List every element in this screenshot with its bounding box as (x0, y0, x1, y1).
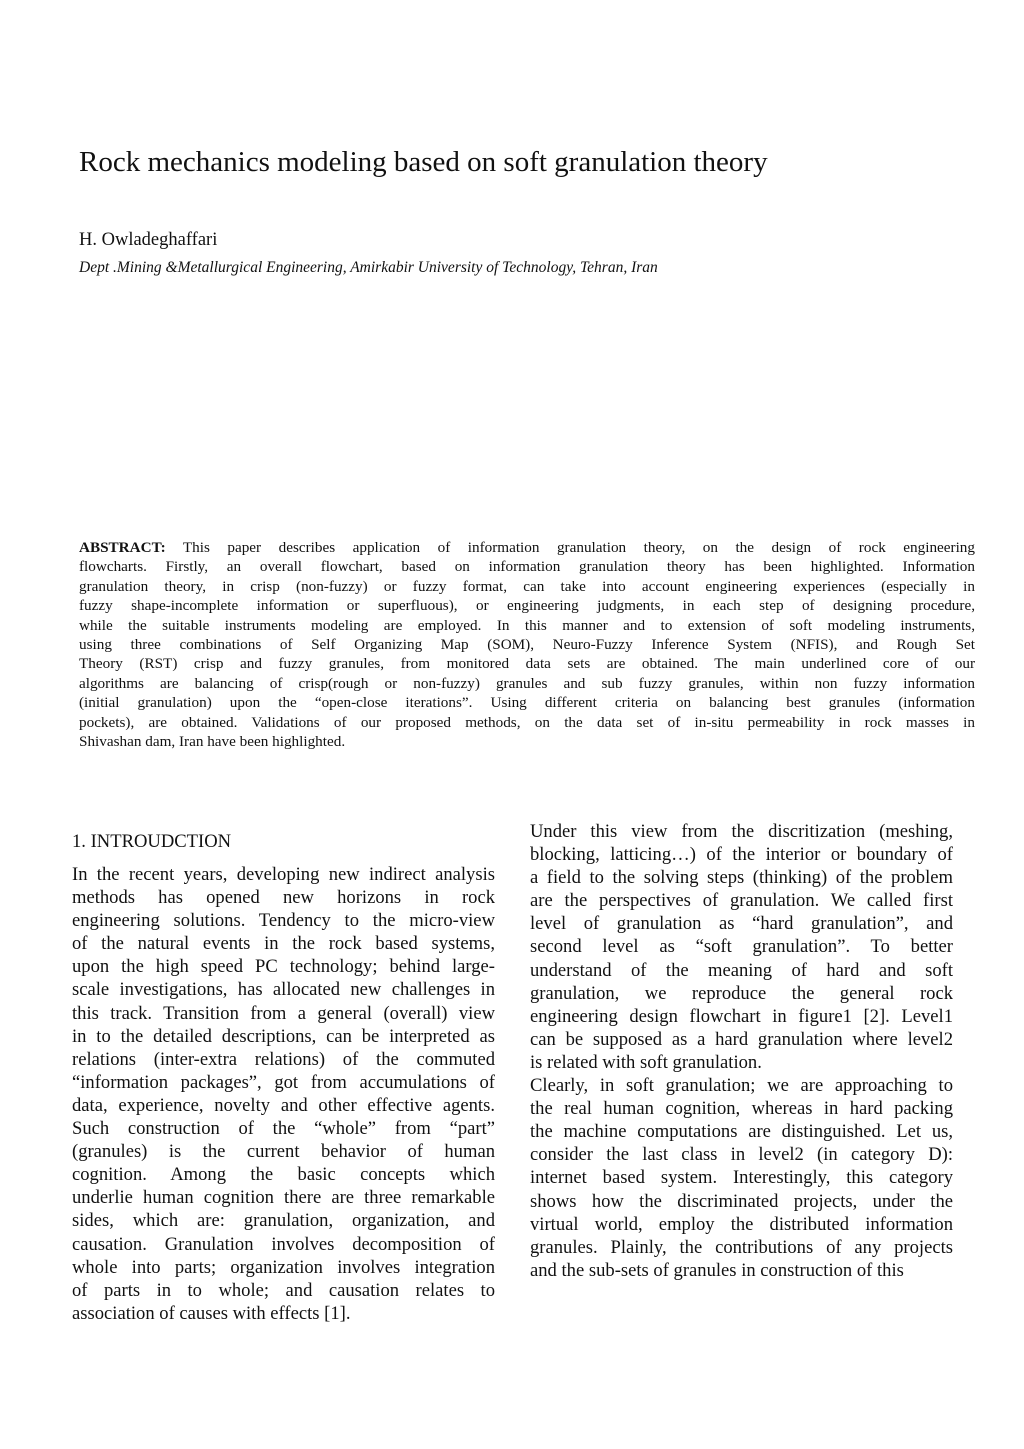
abstract-line-text: This paper describes application of information granulation theory, on the design of rock engineering (165, 539, 975, 556)
text-line: Clearly, in soft granulation; we are approaching to (530, 1075, 953, 1097)
abstract-line: Theory (RST) crisp and fuzzy granules, from monitored data sets are obtained. The main underlined core of our (79, 655, 975, 673)
paragraph (530, 820, 953, 1074)
paper-title: Rock mechanics modeling based on soft granulation theory (79, 146, 768, 178)
text-line: of the natural events in the rock based systems, (72, 933, 495, 955)
text-line: granulation, we reproduce the general rock (530, 982, 953, 1004)
text-line: underlie human cognition there are three remarkable (72, 1187, 495, 1209)
text-line: whole into parts; organization involves integration (72, 1256, 495, 1278)
text-line: engineering solutions. Tendency to the micro-view (72, 910, 495, 932)
text-line: relations (inter-extra relations) of the commuted (72, 1048, 495, 1070)
section-heading-introduction: 1. INTROUDCTION (72, 831, 232, 852)
text-line: blocking, latticing…) of the interior or boundary of (530, 844, 953, 866)
text-line: is related with soft granulation. (530, 1051, 762, 1073)
text-line: second level as “soft granulation”. To better (530, 936, 953, 958)
text-line: this track. Transition from a general (overall) view (72, 1002, 495, 1024)
text-line: internet based system. Interestingly, this category (530, 1167, 953, 1189)
paragraph (530, 1074, 953, 1282)
text-line: upon the high speed PC technology; behind large- (72, 956, 495, 978)
text-line: level of granulation as “hard granulation”, and (530, 913, 953, 935)
abstract-line (79, 538, 975, 557)
author-affiliation: Dept .Mining &Metallurgical Engineering, Amirkabir University of Technology, Tehran, Iran (79, 259, 658, 276)
text-line: the real human cognition, whereas in hard packing (530, 1098, 953, 1120)
text-line: Under this view from the discritization (meshing, (530, 821, 953, 842)
text-line: granules. Plainly, the contributions of any projects (530, 1236, 953, 1258)
abstract-line: fuzzy shape-incomplete information or superfluous), or engineering judgments, in each step of designing procedure, (79, 597, 975, 615)
paragraph (72, 863, 495, 1325)
text-line: association of causes with effects [1]. (72, 1302, 351, 1324)
text-line: and the sub-sets of granules in construction of this (530, 1259, 904, 1281)
text-line: virtual world, employ the distributed information (530, 1213, 953, 1235)
abstract-line: pockets), are obtained. Validations of our proposed methods, on the data set of in-situ permeability in rock masses in (79, 713, 975, 731)
abstract-line: using three combinations of Self Organizing Map (SOM), Neuro-Fuzzy Inference System (NFIS), and Rough Set (79, 635, 975, 653)
text-line: causation. Granulation involves decomposition of (72, 1233, 495, 1255)
text-line: of parts in to whole; and causation relates to (72, 1279, 495, 1301)
text-line: the machine computations are distinguished. Let us, (530, 1121, 953, 1143)
abstract-line: granulation theory, in crisp (non-fuzzy) or fuzzy format, can take into account engineering experiences (especially in (79, 577, 975, 595)
text-line: “information packages”, got from accumulations of (72, 1071, 495, 1093)
text-line: (granules) is the current behavior of human (72, 1141, 495, 1163)
abstract-label: ABSTRACT: (79, 539, 166, 556)
text-line: sides, which are: granulation, organization, and (72, 1210, 495, 1232)
text-line: methods has opened new horizons in rock (72, 887, 495, 909)
text-line: consider the last class in level2 (in category D): (530, 1144, 953, 1166)
text-line: are the perspectives of granulation. We called first (530, 890, 953, 912)
abstract-line: algorithms are balancing of crisp(rough or non-fuzzy) granules and sub fuzzy granules, within non fuzzy information (79, 674, 975, 692)
text-line: engineering design flowchart in figure1 [2]. Level1 (530, 1005, 953, 1027)
left-column-text (72, 863, 495, 1325)
text-line: cognition. Among the basic concepts which (72, 1164, 495, 1186)
text-line: a field to the solving steps (thinking) of the problem (530, 867, 953, 889)
abstract-line: (initial granulation) upon the “open-close iterations”. Using different criteria on balancing best granules (information (79, 694, 975, 712)
text-line: understand of the meaning of hard and soft (530, 959, 953, 981)
author-name: H. Owladeghaffari (79, 230, 218, 250)
text-line: can be supposed as a hard granulation where level2 (530, 1028, 953, 1050)
text-line: in to the detailed descriptions, can be interpreted as (72, 1025, 495, 1047)
right-column-text (530, 820, 953, 1282)
text-line: shows how the discriminated projects, under the (530, 1190, 953, 1212)
text-line: data, experience, novelty and other effective agents. (72, 1094, 495, 1116)
abstract-line: flowcharts. Firstly, an overall flowchart, based on information granulation theory has been highlighted. Information (79, 558, 975, 576)
abstract-line: Shivashan dam, Iran have been highlighted. (79, 732, 346, 750)
abstract-line: while the suitable instruments modeling are employed. In this manner and to extension of soft modeling instruments, (79, 616, 975, 634)
text-line: Such construction of the “whole” from “part” (72, 1118, 495, 1140)
abstract (79, 538, 975, 751)
text-line: scale investigations, has allocated new challenges in (72, 979, 495, 1001)
text-line: In the recent years, developing new indirect analysis (72, 864, 495, 885)
